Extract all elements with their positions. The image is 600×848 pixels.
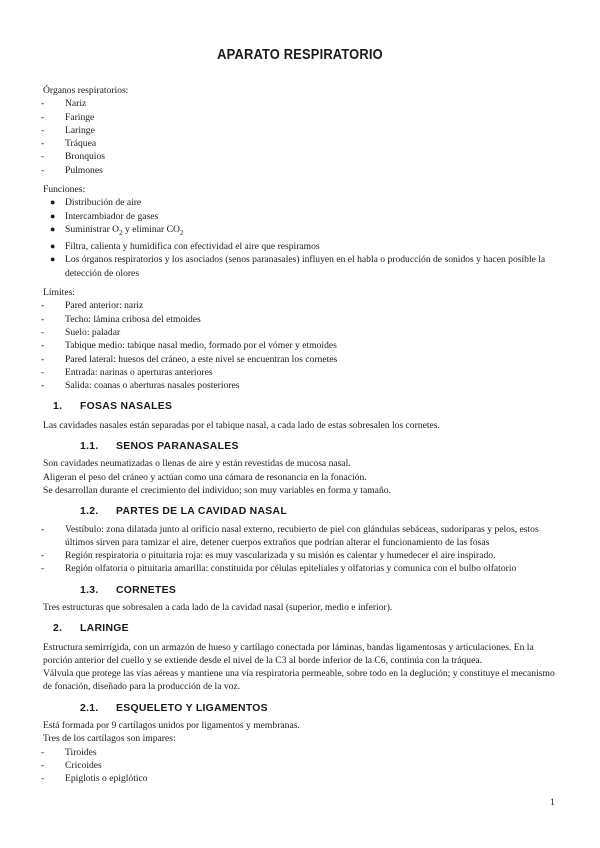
page-title: APARATO RESPIRATORIO [217,46,383,63]
list-item: - Laringe [43,124,563,137]
list-item: - Tráquea [43,137,563,150]
list-item: - Epiglotis o epiglótico [43,772,563,785]
bullet-icon: ● [50,223,56,234]
bullet-icon: ● [50,197,56,208]
list-item: ● Los órganos respiratorios y los asociados (senos paranasales) influyen en el habla o producción de sonidos y hacen posible la detección de olores [50,254,546,279]
list-item: ● Filtra, calienta y humidifica con efectividad el aire que respiramos [50,241,320,253]
section-text: Tres estructuras que sobresalen a cada lado de la cavidad nasal (superior, medio e inferior). [43,602,393,613]
section-heading-partes-cavidad-nasal: 1.2. PARTES DE LA CAVIDAD NASAL [80,506,287,518]
partes-list [43,523,563,576]
list-item: - Pulmones [43,164,563,177]
section-text: Tres de los cartílagos son impares: [43,733,176,745]
organos-list [43,97,563,177]
list-item: - Bronquios [43,150,563,163]
list-item: ● Intercambiador de gases [50,210,159,222]
section-text: Aligeran el peso del cráneo y actúan como una cámara de resonancia en la fonación. [43,471,367,483]
list-item: - Entrada: narinas o aperturas anteriores [43,366,563,379]
list-item: - Tabique medio: tabique nasal medio, formado por el vómer y etmoides [43,339,563,352]
list-item: - Nariz [43,97,563,110]
list-item: ● Distribución de aire [50,197,142,209]
list-item: - Cricoides [43,759,563,772]
section-heading-senos-paranasales: 1.1. SENOS PARANASALES [80,441,239,453]
bullet-icon: ● [50,254,56,265]
limites-list [43,299,563,392]
section-text: Son cavidades neumatizadas o llenas de aire y están revestidas de mucosa nasal. [43,458,351,470]
document-body [43,84,563,786]
section-text: Estructura semirrígida, con un armazón de hueso y cartílago conectada por láminas, bandas ligamentosas y articulaciones. En la porción anterior del cuello y se extiende desde el nivel de la C3 al borde inferior de la C6, continúa con la tráquea. [43,641,534,666]
list-item: - Pared lateral: huesos del cráneo, a este nivel se encuentran los cornetes [43,353,563,366]
section-heading-fosas-nasales: 1. FOSAS NASALES [53,401,173,413]
section-heading-cornetes: 1.3. CORNETES [80,584,177,596]
section-heading-esqueleto-ligamentos: 2.1. ESQUELETO Y LIGAMENTOS [80,702,268,714]
list-item: - Suelo: paladar [43,326,563,339]
list-item: - Techo: lámina cribosa del etmoides [43,313,563,326]
list-item: ● Suministrar $O_2$ y eliminar $CO_2$ [50,223,184,237]
list-item: - Salida: coanas o aberturas nasales posteriores [43,379,563,392]
list-item: - Región respiratoria o pituitaria roja: es muy vascularizada y su misión es calentar y humedecer el aire inspirado. [43,549,563,562]
limites-label: Límites: [43,287,75,299]
bullet-icon: ● [50,241,56,252]
list-item: - Región olfatoria o pituitaria amarilla: constituida por células epiteliales y olfatorias y comunica con el bulbo olfatorio [43,562,563,575]
cartilagos-list [43,746,563,786]
list-item: - Vestíbulo: zona dilatada junto al orificio nasal externo, recubierto de piel con glándulas sebáceas, sudoríparas y pelos, estos últimos sirven para tamizar el aire, detener cuerpos extraños que podrían alterar el funcionamiento de las fosas [43,523,563,550]
section-text: Se desarrollan durante el crecimiento del individuo; son muy variables en forma y tamaño. [43,484,391,496]
funciones-list [43,196,563,280]
organos-label: Órganos respiratorios: [43,85,129,96]
list-item: - Tiroides [43,746,563,759]
page-number: 1 [550,797,555,808]
list-item: - Faringe [43,111,563,124]
section-text: Está formada por 9 cartílagos unidos por ligamentos y membranas. [43,720,300,732]
list-item: - Pared anterior: nariz [43,299,563,312]
funciones-label: Funciones: [43,184,86,196]
section-text: Válvula que protege las vías aéreas y mantiene una vía respiratoria permeable, sobre todo en la deglución; y constituye el mecanismo de fonación, diseñado para la producción de la voz. [43,668,555,693]
section-heading-laringe: 2. LARINGE [53,623,129,635]
bullet-icon: ● [50,210,56,221]
section-text: Las cavidades nasales están separadas por el tabique nasal, a cada lado de estas sobresalen los cornetes. [43,419,440,431]
